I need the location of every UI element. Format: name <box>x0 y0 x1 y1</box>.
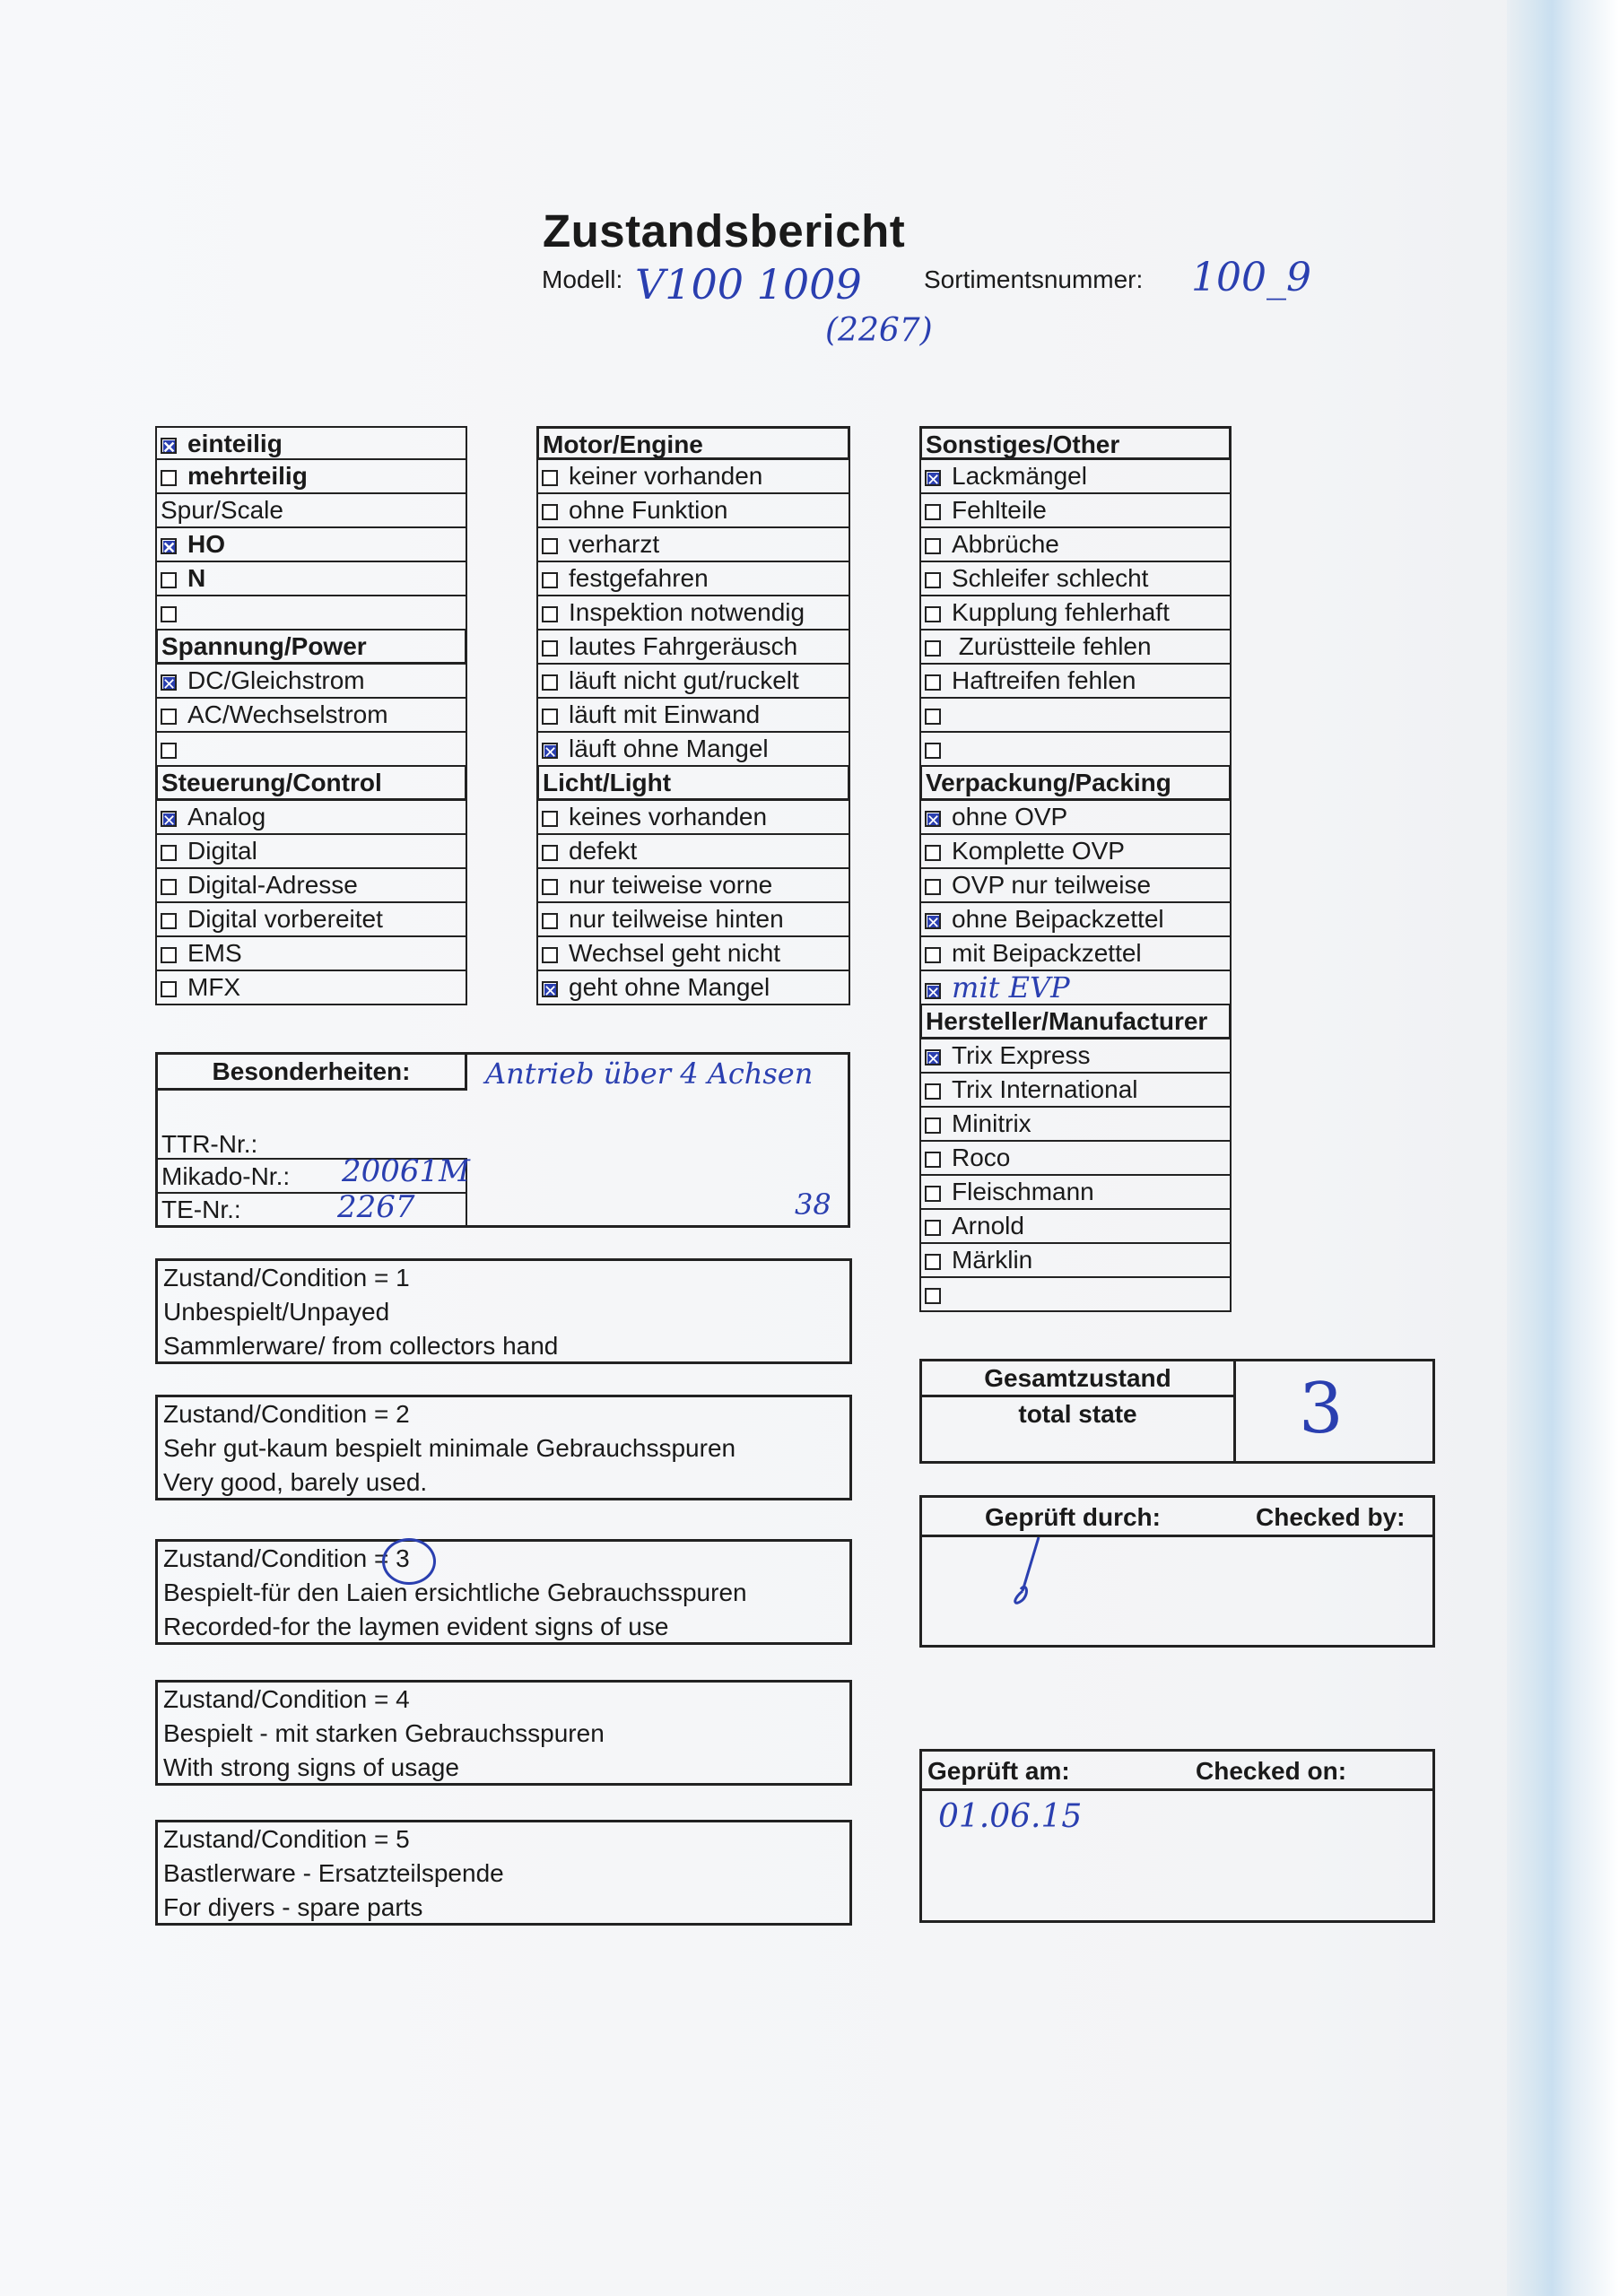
besonderheiten-label: Besonderheiten: <box>158 1055 467 1091</box>
condition-line: Sammlerware/ from collectors hand <box>163 1332 559 1360</box>
checkbox[interactable] <box>542 572 558 588</box>
gesamtzustand-box <box>919 1359 1435 1464</box>
checkbox[interactable] <box>161 811 177 827</box>
checkbox-row-läuft-mit-einwand[interactable] <box>536 699 850 733</box>
checkbox[interactable] <box>542 640 558 657</box>
condition-line: Recorded-for the laymen evident signs of use <box>163 1613 669 1640</box>
checkbox[interactable] <box>925 811 941 827</box>
checked-by-label-en: Checked by: <box>1256 1503 1406 1531</box>
checkbox[interactable] <box>161 913 177 929</box>
checkbox[interactable] <box>542 470 558 486</box>
checkbox-row-haftreifen-fehlen[interactable] <box>919 665 1232 699</box>
checkbox[interactable] <box>925 1254 941 1270</box>
mikado-label: Mikado-Nr.: <box>158 1160 467 1194</box>
checkbox-row-abbrüche[interactable] <box>919 528 1232 562</box>
checkbox-label: Schleifer schlecht <box>952 564 1149 592</box>
checkbox-row-mfx[interactable] <box>155 971 467 1005</box>
checkbox[interactable] <box>925 470 941 486</box>
checked-on-label-en: Checked on: <box>1196 1757 1347 1785</box>
checkbox-label: mehrteilig <box>187 462 308 490</box>
checkbox-label: Fleischmann <box>952 1178 1094 1205</box>
checked-by-box <box>919 1495 1435 1648</box>
condition-line: Bastlerware - Ersatzteilspende <box>163 1859 504 1887</box>
checkbox-row-ac-wechselstrom[interactable] <box>155 699 467 733</box>
checkbox[interactable] <box>925 1118 941 1134</box>
checkbox[interactable] <box>925 709 941 725</box>
paper-edge <box>1507 0 1619 2296</box>
checkbox-row-inspektion-notwendig[interactable] <box>536 596 850 631</box>
checkbox[interactable] <box>161 743 177 759</box>
checkbox-row-schleifer-schlecht[interactable] <box>919 562 1232 596</box>
checkbox-label: läuft mit Einwand <box>569 700 761 728</box>
checkbox[interactable] <box>542 709 558 725</box>
checkbox[interactable] <box>925 1049 941 1065</box>
condition-box-4 <box>155 1680 852 1786</box>
checkbox-label: Kupplung fehlerhaft <box>952 598 1170 626</box>
column-general <box>155 426 467 1005</box>
checkbox-label: nur teilweise hinten <box>569 905 784 933</box>
checkbox-row-trix-international[interactable] <box>919 1074 1232 1108</box>
besonderheiten-box <box>155 1052 850 1228</box>
condition-box-5 <box>155 1820 852 1926</box>
section-header-spur-scale <box>155 494 467 528</box>
checkbox[interactable] <box>542 913 558 929</box>
checkbox-row-verharzt[interactable] <box>536 528 850 562</box>
checkbox-row-empty[interactable] <box>919 699 1232 733</box>
checkbox-label: ohne Beipackzettel <box>952 905 1164 933</box>
condition-line: Unbespielt/Unpayed <box>163 1298 390 1326</box>
mikado-value[interactable]: 20061M <box>342 1153 470 1189</box>
checkbox-label: keines vorhanden <box>569 803 768 831</box>
te-label: TE-Nr.: <box>158 1194 467 1227</box>
checkbox-label: mit EVP <box>952 971 1070 1004</box>
checkbox[interactable] <box>925 504 941 520</box>
checkbox-row-zurüstteile-fehlen[interactable] <box>919 631 1232 665</box>
checkbox-row-nur-teilweise-hinten[interactable] <box>536 903 850 937</box>
checkbox[interactable] <box>161 674 177 691</box>
checkbox-row-geht-ohne-mangel[interactable] <box>536 971 850 1005</box>
checkbox-row-analog[interactable] <box>155 801 467 835</box>
checkbox-row-komplette-ovp[interactable] <box>919 835 1232 869</box>
checkbox-label: ohne Funktion <box>569 496 728 524</box>
condition-line: Bespielt-für den Laien ersichtliche Gebrauchsspuren <box>163 1578 747 1606</box>
checkbox-label: defekt <box>569 837 638 865</box>
condition-line: Zustand/Condition = 1 <box>163 1264 410 1292</box>
checkbox-label: ohne OVP <box>952 803 1068 831</box>
condition-line: Zustand/Condition = 3 <box>163 1544 410 1572</box>
checkbox[interactable] <box>925 983 941 999</box>
checkbox-row-minitrix[interactable] <box>919 1108 1232 1142</box>
checkbox-row-ohne-beipackzettel[interactable] <box>919 903 1232 937</box>
checkbox[interactable] <box>925 674 941 691</box>
checkbox-label: Digital <box>187 837 257 865</box>
condition-line: Bespielt - mit starken Gebrauchsspuren <box>163 1719 605 1747</box>
checkbox-label: mit Beipackzettel <box>952 939 1142 967</box>
checkbox[interactable] <box>925 743 941 759</box>
checkbox[interactable] <box>161 470 177 486</box>
checkbox[interactable] <box>161 538 177 554</box>
section-header-label: Steuerung/Control <box>161 769 382 796</box>
checkbox[interactable] <box>161 947 177 963</box>
checkbox-label: Lackmängel <box>952 462 1087 490</box>
checkbox-row-ems[interactable] <box>155 937 467 971</box>
checkbox-row-läuft-nicht-gut-ruckelt[interactable] <box>536 665 850 699</box>
condition-line: For diyers - spare parts <box>163 1893 423 1921</box>
checkbox-row-nur-teiweise-vorne[interactable] <box>536 869 850 903</box>
checkbox-label: einteilig <box>187 430 283 457</box>
checkbox-row-digital[interactable] <box>155 835 467 869</box>
checkbox[interactable] <box>161 606 177 622</box>
checkbox[interactable] <box>925 538 941 554</box>
column-motor-light <box>536 426 850 1005</box>
checkbox-label: lautes Fahrgeräusch <box>569 632 798 660</box>
checkbox-label: geht ohne Mangel <box>569 973 770 1001</box>
checkbox-row-fehlteile[interactable] <box>919 494 1232 528</box>
checkbox-row-ho[interactable] <box>155 528 467 562</box>
modell-value-note: (2267) <box>825 312 933 349</box>
checkbox-row-fleischmann[interactable] <box>919 1176 1232 1210</box>
section-header-label: Motor/Engine <box>543 430 703 458</box>
checkbox-row-wechsel-geht-nicht[interactable] <box>536 937 850 971</box>
checkbox-label: HO <box>187 530 225 558</box>
checkbox-row-märklin[interactable] <box>919 1244 1232 1278</box>
checkbox-row-empty[interactable] <box>919 733 1232 767</box>
checkbox-label: Abbrüche <box>952 530 1059 558</box>
section-header-licht-light <box>536 767 850 801</box>
checkbox-label: Komplette OVP <box>952 837 1125 865</box>
checkbox-row-digital-adresse[interactable] <box>155 869 467 903</box>
checkbox-label: N <box>187 564 206 592</box>
checkbox[interactable] <box>542 504 558 520</box>
checkbox-row-mehrteilig[interactable] <box>155 460 467 494</box>
checkbox-label: Märklin <box>952 1246 1033 1274</box>
checkbox-label: AC/Wechselstrom <box>187 700 388 728</box>
checkbox[interactable] <box>925 879 941 895</box>
section-header-spannung-power <box>155 631 467 665</box>
checkbox-row-defekt[interactable] <box>536 835 850 869</box>
gesamtzustand-value[interactable]: 3 <box>1299 1369 1344 1449</box>
checkbox[interactable] <box>925 1186 941 1202</box>
checkbox-row-keiner-vorhanden[interactable] <box>536 460 850 494</box>
checkbox-label: verharzt <box>569 530 660 558</box>
checkbox-label: läuft ohne Mangel <box>569 735 769 762</box>
modell-label: Modell: <box>542 265 623 293</box>
corner-note: 38 <box>795 1187 831 1222</box>
checkbox[interactable] <box>542 845 558 861</box>
sortiment-value[interactable]: 100_9 <box>1191 255 1311 300</box>
condition-line: Zustand/Condition = 5 <box>163 1825 410 1853</box>
checkbox[interactable] <box>161 845 177 861</box>
checkbox-label: Trix Express <box>952 1041 1091 1069</box>
checkbox[interactable] <box>161 879 177 895</box>
checkbox[interactable] <box>925 640 941 657</box>
column-other-packing-manufacturer <box>919 426 1232 1312</box>
checkbox-row-läuft-ohne-mangel[interactable] <box>536 733 850 767</box>
checkbox-label: Haftreifen fehlen <box>952 666 1136 694</box>
checkbox[interactable] <box>161 709 177 725</box>
checkbox[interactable] <box>161 981 177 997</box>
checkbox[interactable] <box>925 1152 941 1168</box>
modell-value[interactable]: V100 1009 <box>635 260 862 309</box>
checkbox-label: Roco <box>952 1144 1011 1171</box>
checkbox-row-roco[interactable] <box>919 1142 1232 1176</box>
checked-on-label-de: Geprüft am: <box>927 1757 1070 1785</box>
section-header-label: Hersteller/Manufacturer <box>926 1007 1208 1035</box>
section-header-label: Spur/Scale <box>161 496 283 524</box>
checkbox-row-ohne-funktion[interactable] <box>536 494 850 528</box>
condition-line: Very good, barely used. <box>163 1468 428 1496</box>
checkbox-label: Wechsel geht nicht <box>569 939 781 967</box>
ttr-label: TTR-Nr.: <box>158 1126 467 1160</box>
checkbox-row-arnold[interactable] <box>919 1210 1232 1244</box>
checkbox-label: Arnold <box>952 1212 1024 1239</box>
checkbox[interactable] <box>925 1288 941 1304</box>
checkbox-row-dc-gleichstrom[interactable] <box>155 665 467 699</box>
checkbox-row-festgefahren[interactable] <box>536 562 850 596</box>
checkbox-row-lackmängel[interactable] <box>919 460 1232 494</box>
checkbox-label: Fehlteile <box>952 496 1047 524</box>
checkbox-row-mit-evp[interactable] <box>919 971 1232 1005</box>
checkbox[interactable] <box>542 947 558 963</box>
checkbox[interactable] <box>542 674 558 691</box>
checkbox-row-keines-vorhanden[interactable] <box>536 801 850 835</box>
checkbox-label: EMS <box>187 939 242 967</box>
checkbox[interactable] <box>925 1220 941 1236</box>
checkbox-label: Zurüstteile fehlen <box>952 632 1152 660</box>
condition-line: Sehr gut-kaum bespielt minimale Gebrauchsspuren <box>163 1434 736 1462</box>
checkbox[interactable] <box>542 606 558 622</box>
section-header-label: Spannung/Power <box>161 632 367 660</box>
checkbox-row-lautes-fahrgeräusch[interactable] <box>536 631 850 665</box>
checkbox-label: keiner vorhanden <box>569 462 763 490</box>
checkbox-label: läuft nicht gut/ruckelt <box>569 666 799 694</box>
checkbox-row-ohne-ovp[interactable] <box>919 801 1232 835</box>
checkbox[interactable] <box>161 572 177 588</box>
checked-on-box <box>919 1749 1435 1923</box>
checkbox-row-kupplung-fehlerhaft[interactable] <box>919 596 1232 631</box>
checkbox-row-mit-beipackzettel[interactable] <box>919 937 1232 971</box>
checkbox-label: Trix International <box>952 1075 1138 1103</box>
checkbox-row-n[interactable] <box>155 562 467 596</box>
checkbox-label: OVP nur teilweise <box>952 871 1152 899</box>
section-header-label: Sonstiges/Other <box>926 430 1120 458</box>
checkbox-label: festgefahren <box>569 564 709 592</box>
checkbox-row-ovp-nur-teilweise[interactable] <box>919 869 1232 903</box>
checkbox-row-empty[interactable] <box>919 1278 1232 1312</box>
checkbox-label: Digital-Adresse <box>187 871 358 899</box>
checkbox-label: Digital vorbereitet <box>187 905 383 933</box>
checkbox[interactable] <box>925 1083 941 1100</box>
checkbox-row-trix-express[interactable] <box>919 1039 1232 1074</box>
section-header-label: Licht/Light <box>543 769 672 796</box>
section-header-label: Verpackung/Packing <box>926 769 1171 796</box>
checkbox-label: Analog <box>187 803 266 831</box>
checkbox-label: Inspektion notwendig <box>569 598 805 626</box>
checkbox[interactable] <box>542 879 558 895</box>
checkbox-row-empty[interactable] <box>155 733 467 767</box>
checked-by-label-de: Geprüft durch: <box>985 1503 1161 1531</box>
checkbox[interactable] <box>925 572 941 588</box>
checkbox[interactable] <box>925 947 941 963</box>
checkbox[interactable] <box>542 981 558 997</box>
section-header-motor-engine <box>536 426 850 460</box>
checkbox[interactable] <box>925 913 941 929</box>
gesamtzustand-label: Gesamtzustand <box>922 1361 1233 1397</box>
section-header-verpackung-packing <box>919 767 1232 801</box>
condition-line: Zustand/Condition = 4 <box>163 1685 410 1713</box>
checkbox[interactable] <box>925 845 941 861</box>
checkbox[interactable] <box>925 606 941 622</box>
condition-box-2 <box>155 1395 852 1500</box>
checkbox-label: MFX <box>187 973 241 1001</box>
besonderheiten-value[interactable]: Antrieb über 4 Achsen <box>485 1057 814 1091</box>
section-header-steuerung-control <box>155 767 467 801</box>
checkbox[interactable] <box>542 811 558 827</box>
checkbox-label: nur teiweise vorne <box>569 871 773 899</box>
document-title: Zustandsbericht <box>543 205 906 257</box>
te-value[interactable]: 2267 <box>337 1189 415 1225</box>
checkbox-row-digital-vorbereitet[interactable] <box>155 903 467 937</box>
checkbox[interactable] <box>542 538 558 554</box>
checkbox[interactable] <box>542 743 558 759</box>
checkbox-label: DC/Gleichstrom <box>187 666 365 694</box>
checked-on-value[interactable]: 01.06.15 <box>938 1798 1083 1835</box>
checkbox-row-empty[interactable] <box>155 596 467 631</box>
checkbox-label: Minitrix <box>952 1109 1031 1137</box>
signature-mark <box>1003 1537 1057 1609</box>
sortiment-label: Sortimentsnummer: <box>924 265 1144 293</box>
checkbox-row-einteilig[interactable] <box>155 426 467 460</box>
condition-box-1 <box>155 1258 852 1364</box>
section-header-sonstiges-other <box>919 426 1232 460</box>
condition-box-3 <box>155 1539 852 1645</box>
condition-line: With strong signs of usage <box>163 1753 459 1781</box>
section-header-hersteller-manufacturer <box>919 1005 1232 1039</box>
total-state-label: total state <box>1018 1400 1137 1428</box>
condition-line: Zustand/Condition = 2 <box>163 1400 410 1428</box>
checkbox[interactable] <box>161 438 177 454</box>
circle-mark <box>382 1538 436 1585</box>
